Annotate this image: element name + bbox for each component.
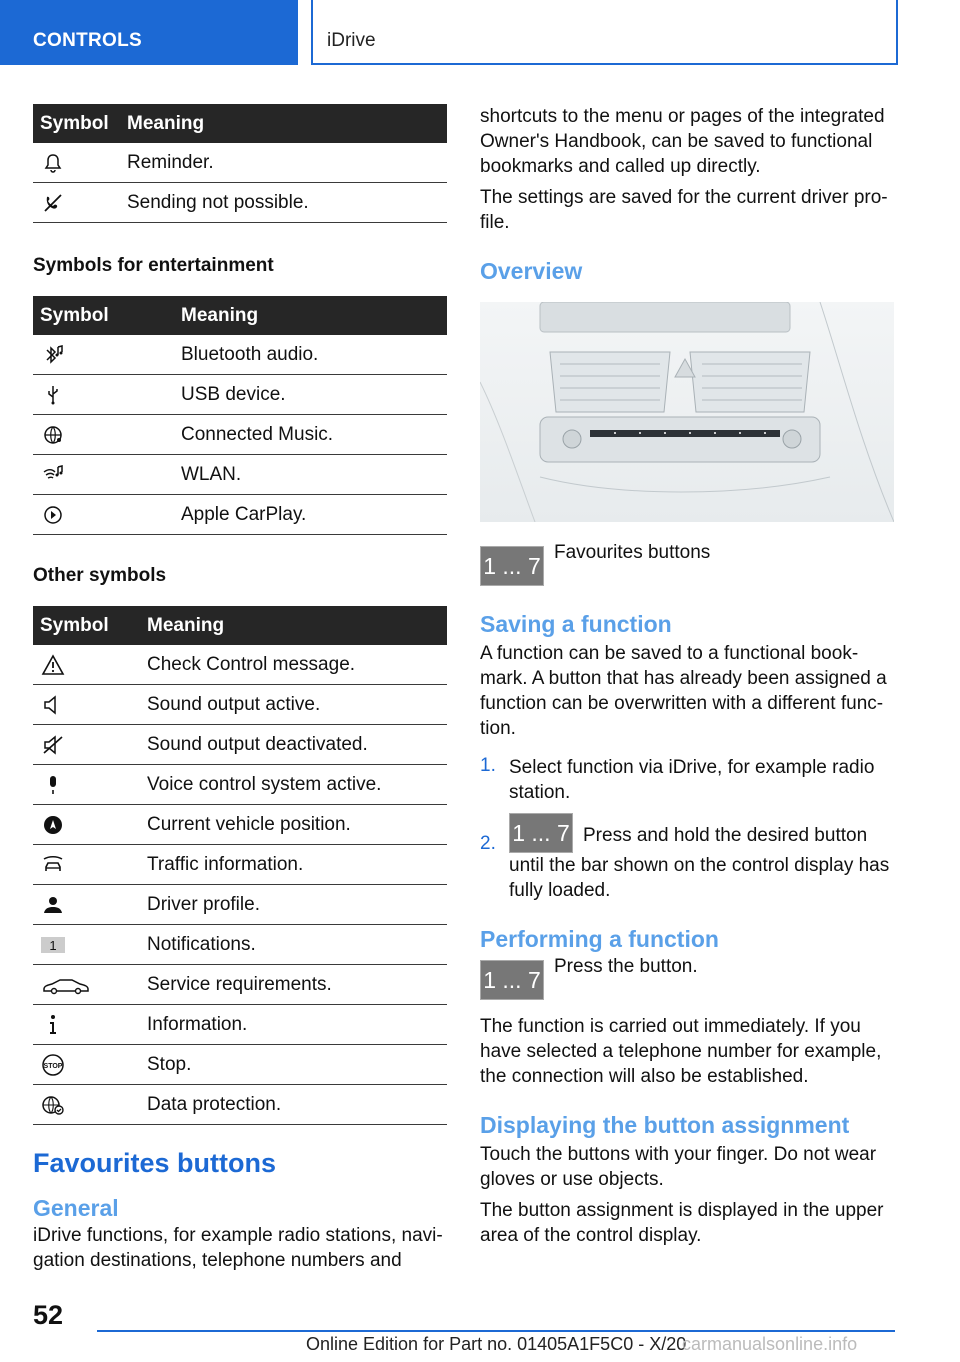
general-text-continued: shortcuts to the menu or pages of the integrated Owner's Handbook, can be saved to functional bookmarks and called up directly. [480, 106, 885, 177]
table-row [33, 455, 447, 495]
meaning-cell: Sound output deactivated. [140, 725, 447, 765]
data-protection-icon [40, 1093, 66, 1117]
performing-heading: Performing a function [480, 926, 719, 952]
performing-text: The function is carried out immediately. If you have selected a telephone number for example, the connection will also be established. [480, 1016, 882, 1087]
meaning-cell: Data protection. [140, 1085, 447, 1125]
table-header-row [33, 104, 447, 143]
chapter-title: iDrive [327, 30, 376, 51]
table-row [33, 1005, 447, 1045]
stop-icon [40, 1053, 66, 1077]
table-row [33, 1085, 447, 1125]
speaker-muted-icon [40, 733, 66, 757]
dashboard-illustration [480, 302, 894, 522]
speaker-icon [40, 693, 66, 717]
meaning-cell: Connected Music. [174, 415, 447, 455]
traffic-icon [40, 853, 66, 877]
performing-caption-row [480, 956, 894, 1004]
meaning-cell: Stop. [140, 1045, 447, 1085]
meaning-cell: Voice control system active. [140, 765, 447, 805]
meaning-cell: USB device. [174, 375, 447, 415]
table-row [33, 495, 447, 535]
meaning-cell: Sending not possible. [120, 183, 447, 223]
table-row [33, 805, 447, 845]
entertainment-title: Symbols for entertainment [33, 255, 274, 276]
saving-text: A function can be saved to a functional book-mark. A button that has already been assigned a function can be overwritten with a different func-tion. [480, 643, 887, 739]
table-row [33, 645, 447, 685]
table-row [33, 685, 447, 725]
section-title: CONTROLS [33, 30, 143, 51]
step-2 [480, 813, 894, 903]
displaying-text-1: Touch the buttons with your finger. Do not wear gloves or use objects. [480, 1144, 877, 1190]
step-text: Select function via iDrive, for example radio station. [509, 757, 875, 803]
footer-edition: Online Edition for Part no. 01405A1F5C0 - X/20 [306, 1334, 687, 1354]
displaying-text-2: The button assignment is displayed in the upper area of the control display. [480, 1200, 884, 1246]
table-row [33, 143, 447, 183]
col-header-meaning: Meaning [174, 296, 447, 335]
favourites-heading: Favourites buttons [33, 1148, 277, 1178]
table-row [33, 885, 447, 925]
table-header-row [33, 296, 447, 335]
table-row [33, 415, 447, 455]
meaning-cell: Information. [140, 1005, 447, 1045]
favourites-button-icon: 1 ... 7 [480, 546, 544, 586]
warning-triangle-icon [40, 653, 66, 677]
overview-caption: Favourites buttons [554, 542, 711, 563]
position-icon [40, 813, 66, 837]
step-number: 1. [480, 755, 496, 776]
overview-caption-row [480, 542, 894, 590]
carplay-icon [40, 503, 66, 527]
settings-text: The settings are saved for the current driver pro-file. [480, 187, 888, 233]
meaning-cell: Notifications. [140, 925, 447, 965]
overview-heading: Overview [480, 258, 583, 284]
meaning-cell: Service requirements. [140, 965, 447, 1005]
footer-watermark: carmanualsonline.info [682, 1334, 858, 1354]
bell-icon [40, 151, 66, 175]
general-text: iDrive functions, for example radio stations, navi-gation destinations, telephone numbers and [33, 1225, 443, 1271]
section-tab [0, 0, 298, 65]
dashboard-drawing [480, 302, 894, 522]
step-number: 2. [480, 833, 496, 854]
table-row [33, 725, 447, 765]
col-header-symbol: Symbol [33, 296, 174, 335]
right-column [480, 104, 894, 1248]
connected-music-icon [40, 423, 66, 447]
table-row [33, 965, 447, 1005]
left-column [33, 104, 447, 1273]
meaning-cell: Check Control message. [140, 645, 447, 685]
chapter-tab [311, 0, 898, 65]
col-header-symbol: Symbol [33, 606, 140, 645]
meaning-cell: Reminder. [120, 143, 447, 183]
symbols-table-other [33, 606, 447, 1125]
saving-heading: Saving a function [480, 611, 672, 637]
footer-rule [97, 1330, 895, 1332]
meaning-cell: Sound output active. [140, 685, 447, 725]
meaning-cell: WLAN. [174, 455, 447, 495]
wlan-icon [40, 463, 66, 487]
info-icon [40, 1013, 66, 1037]
meaning-cell: Bluetooth audio. [174, 335, 447, 375]
meaning-cell: Current vehicle position. [140, 805, 447, 845]
symbols-table-1 [33, 104, 447, 223]
page-number: 52 [33, 1300, 64, 1330]
meaning-cell: Traffic information. [140, 845, 447, 885]
displaying-heading: Displaying the button assignment [480, 1112, 850, 1138]
microphone-icon [40, 773, 66, 797]
table-header-row [33, 606, 447, 645]
notification-badge-text: 1 [49, 937, 57, 953]
table-row [33, 375, 447, 415]
symbols-table-entertainment [33, 296, 447, 535]
car-service-icon [40, 973, 92, 997]
table-row [33, 765, 447, 805]
col-header-meaning: Meaning [140, 606, 447, 645]
favourites-button-icon: 1 ... 7 [480, 960, 544, 1000]
other-symbols-title: Other symbols [33, 565, 167, 586]
performing-caption: Press the button. [554, 956, 698, 977]
table-row [33, 335, 447, 375]
col-header-meaning: Meaning [120, 104, 447, 143]
phone-crossed-icon [40, 191, 66, 215]
step-text: Press and hold the desired button until the bar shown on the control display has fully loaded. [509, 825, 890, 901]
table-row [33, 845, 447, 885]
stop-icon-text: STOP [43, 1062, 63, 1070]
step-1 [480, 755, 894, 805]
table-row [33, 183, 447, 223]
notification-badge-icon [40, 933, 66, 957]
bluetooth-audio-icon [40, 343, 66, 367]
usb-icon [40, 383, 66, 407]
general-heading: General [33, 1195, 119, 1221]
table-row [33, 925, 447, 965]
meaning-cell: Apple CarPlay. [174, 495, 447, 535]
driver-profile-icon [40, 893, 66, 917]
table-row [33, 1045, 447, 1085]
favourites-button-icon: 1 ... 7 [509, 813, 573, 853]
col-header-symbol: Symbol [33, 104, 120, 143]
meaning-cell: Driver profile. [140, 885, 447, 925]
